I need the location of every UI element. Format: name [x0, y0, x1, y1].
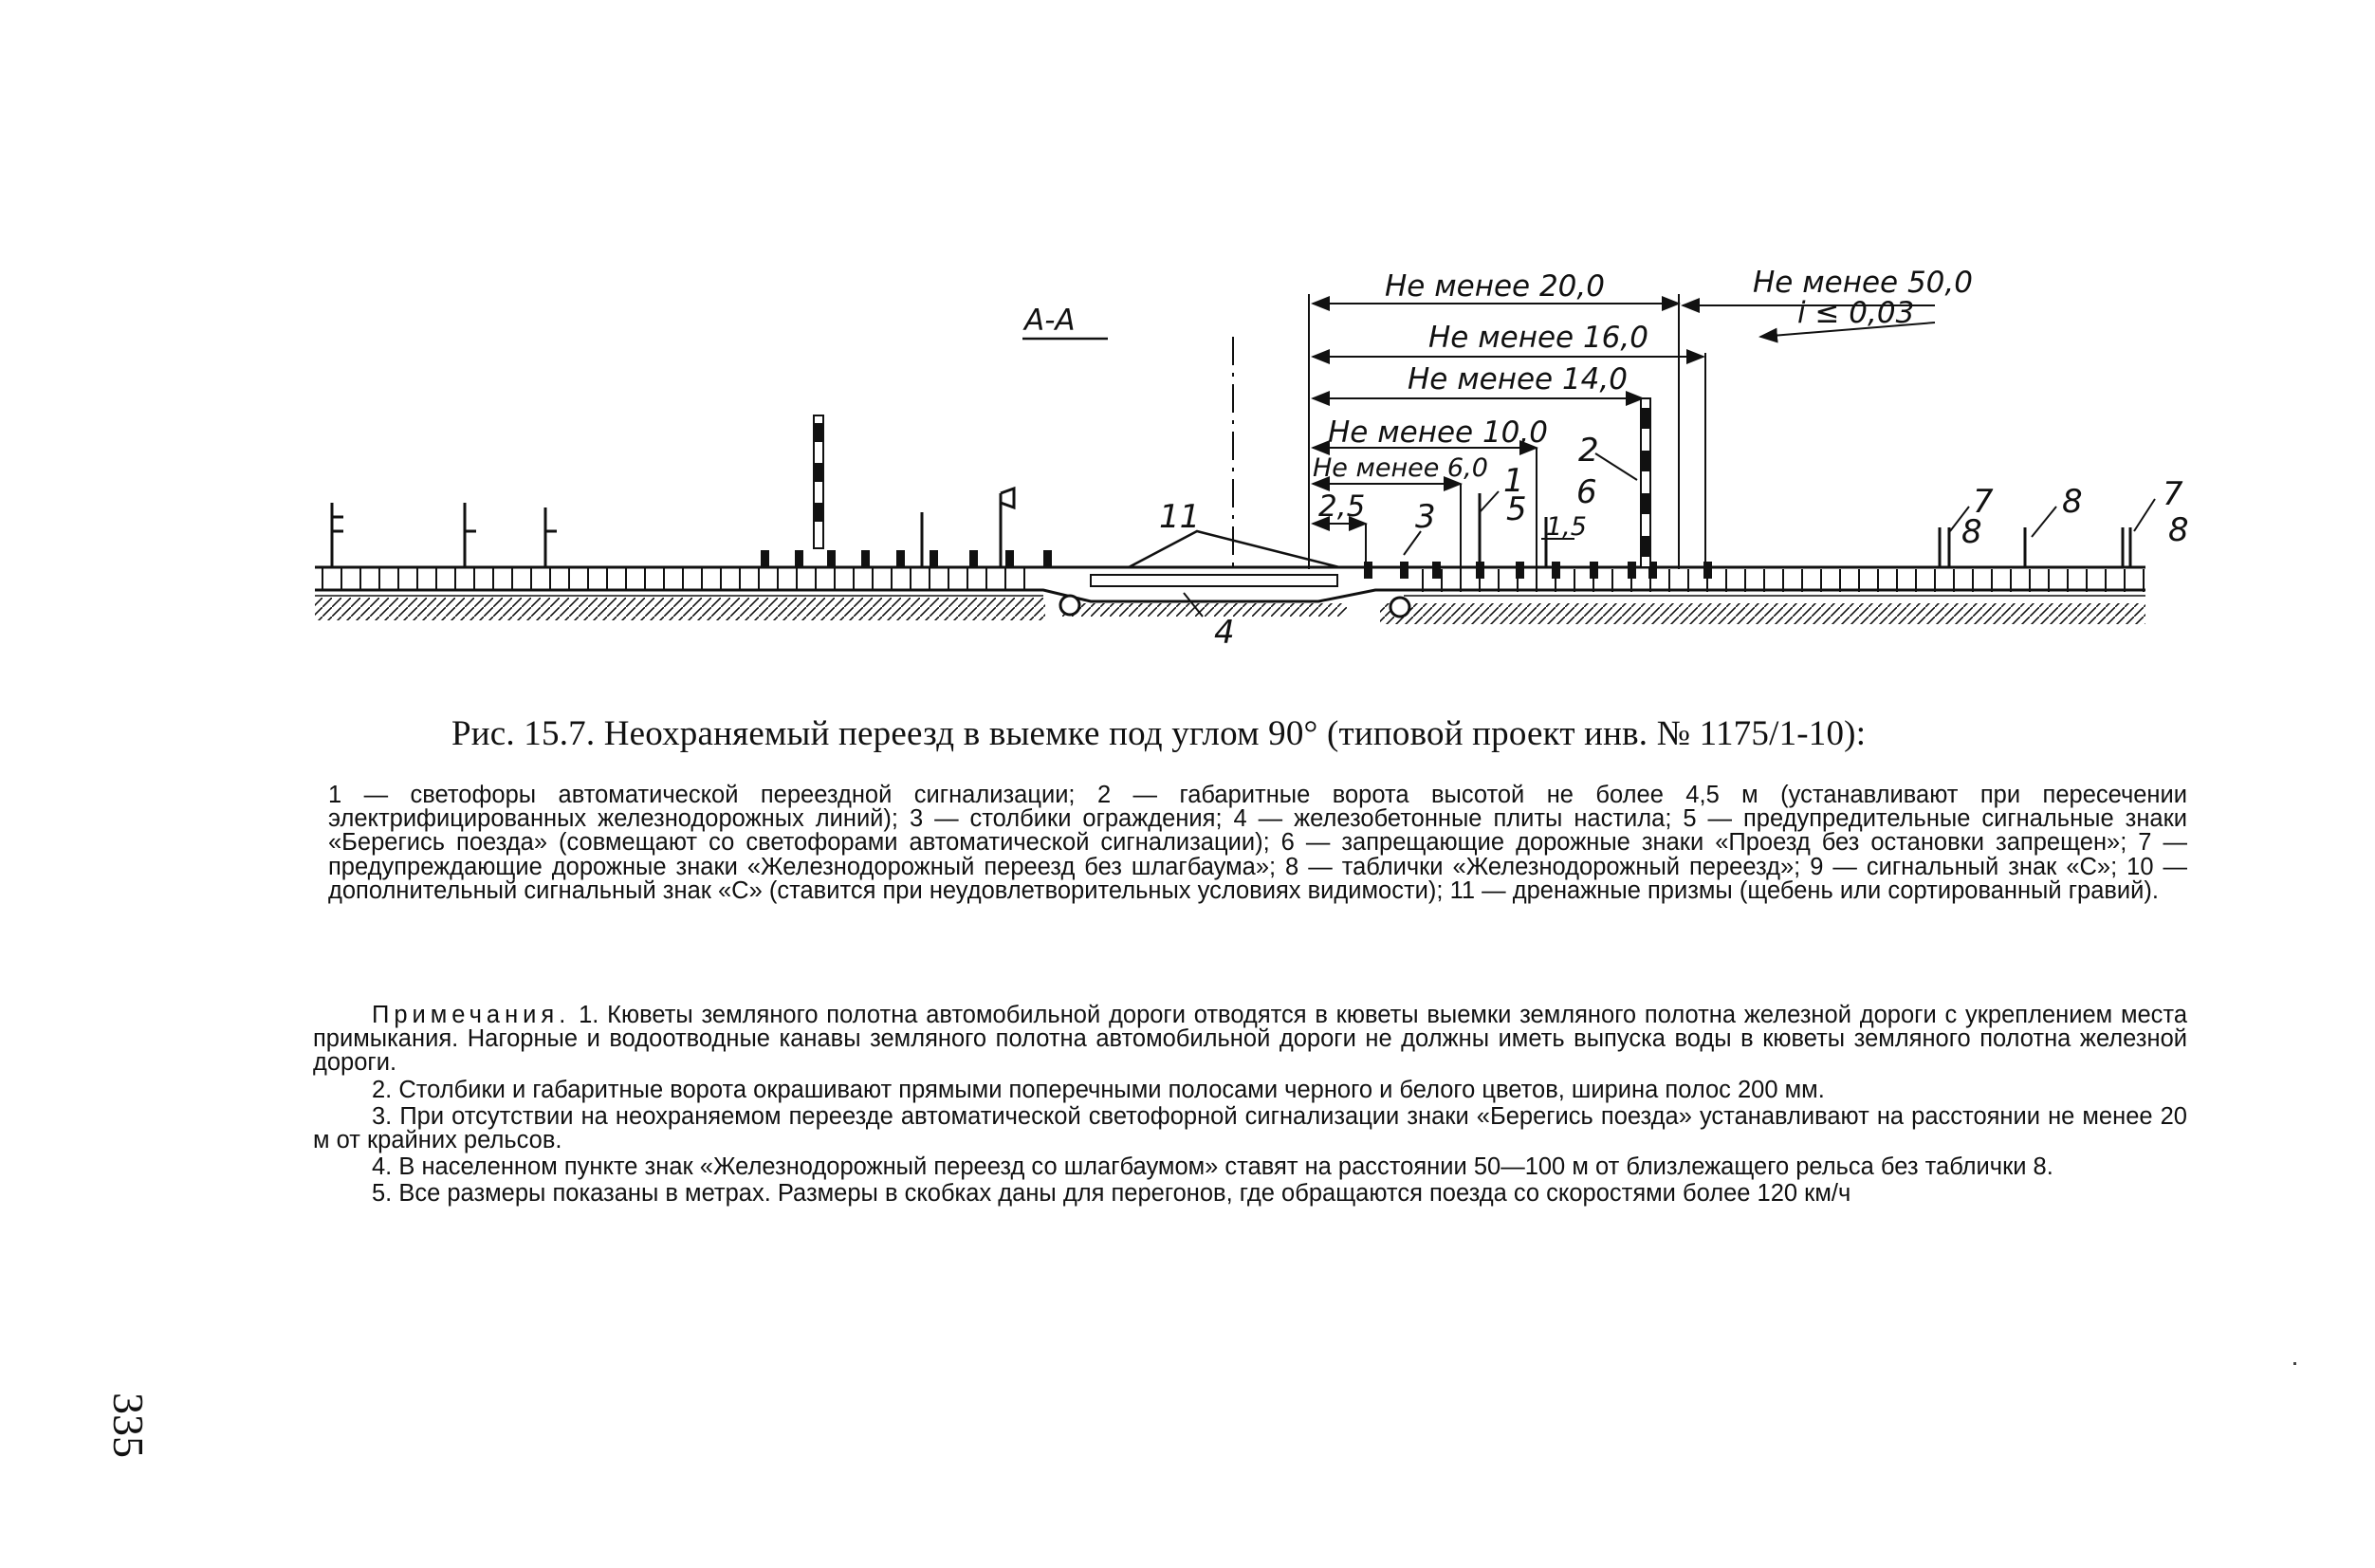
dim-50: Не менее 50,0 [1753, 266, 1973, 300]
note-2: 2. Столбики и габаритные ворота окрашивают прямыми поперечными полосами черного и белого цветов, ширина полос 200 мм. [372, 1076, 1825, 1103]
callout-11: 11 [1159, 498, 1201, 536]
dim-2-5: 2,5 [1318, 489, 1366, 524]
dim-14: Не менее 14,0 [1408, 362, 1628, 397]
section-label: А-А [1024, 304, 1076, 338]
note-5: 5. Все размеры показаны в метрах. Размеры в скобках даны для перегонов, где обращаются поезда со скоростями более 120 км/ч [372, 1180, 1851, 1208]
crossing-section-drawing [0, 0, 2375, 683]
callout-5: 5 [1506, 490, 1527, 528]
callout-6: 6 [1576, 473, 1597, 511]
notes-block [313, 1004, 2187, 1209]
callout-1: 1 [1503, 462, 1524, 500]
dim-slope: i ≤ 0,03 [1797, 296, 1915, 330]
callout-4: 4 [1214, 614, 1235, 652]
callout-7a: 7 [1973, 483, 1994, 521]
figure-legend: 1 — светофоры автоматической переездной сигнализации; 2 — габаритные ворота высотой не более 4,5 м (устанавливают при пересечении электрифицированных железнодорожных линий); 3 — столбики ограждения; 4 — железобетонные плиты настила; 5 — предупредительные сигнальные знаки «Берегись поезда» (совмещают со светофорами автоматической сигнализации); 6 — запрещающие дорожные знаки «Проезд без остановки запрещен»; 7 — предупреждающие дорожные знаки «Железнодорожный переезд без шлагбаума»; 8 — таблички «Железнодорожный переезд»; 9 — сигнальный знак «С»; 10 — дополнительный сигнальный знак «С» (ставится при неудовлетворительных условиях видимости); 11 — дренажные призмы (щебень или сортированный гравий). [328, 782, 2187, 904]
callout-8c: 8 [2168, 511, 2189, 549]
stray-dot [2293, 1362, 2296, 1365]
dim-16: Не менее 16,0 [1428, 321, 1648, 355]
figure-caption: Рис. 15.7. Неохраняемый переезд в выемке под углом 90° (типовой проект инв. № 1175/1-10): [451, 714, 1867, 753]
dim-6: Не менее 6,0 [1313, 453, 1488, 483]
signal-poles [332, 489, 2130, 567]
callout-8a: 8 [1961, 513, 1982, 551]
callout-7b: 7 [2163, 475, 2183, 513]
dim-1-5: 1,5 [1546, 512, 1587, 542]
page-number-text: 335 [104, 1393, 153, 1458]
page-number [103, 1393, 154, 1458]
callout-8b: 8 [2062, 483, 2083, 521]
note-4: 4. В населенном пункте знак «Железнодорожный переезд со шлагбаумом» ставят на расстоянии 50—100 м от близлежащего рельса без таблички 8. [372, 1153, 2053, 1181]
callout-3: 3 [1415, 498, 1436, 536]
notes-heading: Примечания. [372, 1002, 571, 1028]
note-3: 3. При отсутствии на неохраняемом переезде автоматической светофорной сигнализации знаки «Берегись поезда» устанавливают на расстоянии не менее 20 м от крайних рельсов. [313, 1102, 2187, 1154]
callout-2: 2 [1578, 432, 1599, 470]
dim-10: Не менее 10,0 [1328, 415, 1548, 450]
note-1: 1. Кюветы земляного полотна автомобильной дороги отводятся в кюветы выемки земляного полотна железной дороги с укреплением места примыкания. Нагорные и водоотводные канавы земляного полотна автомобильной дороги не должны иметь выпуска воды в кюветы земляного полотна железной дороги. [313, 1002, 2188, 1077]
dim-20: Не менее 20,0 [1385, 269, 1605, 304]
